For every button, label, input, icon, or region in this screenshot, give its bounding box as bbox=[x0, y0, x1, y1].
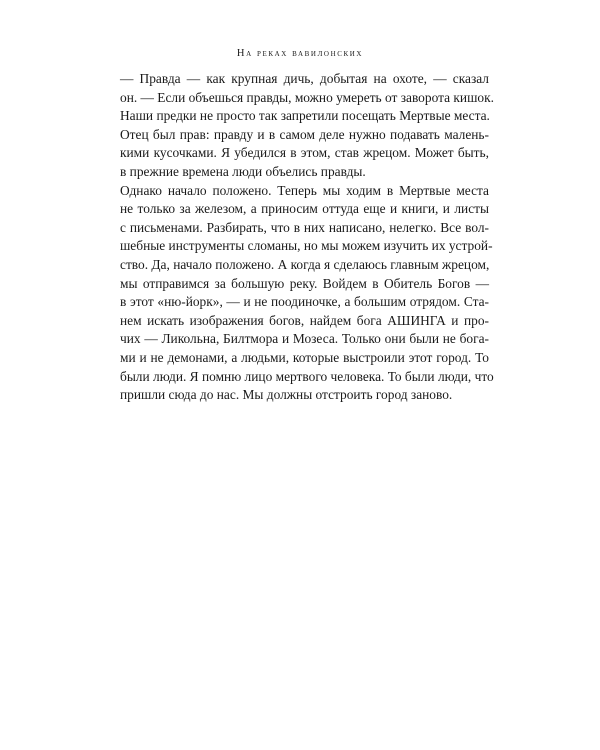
text-line: — Правда — как крупная дичь, добытая на охоте, — сказал bbox=[120, 71, 489, 86]
text-line: он. — Если объешься правды, можно умереть от заворота кишок. bbox=[120, 89, 494, 105]
text-line: Отец был прав: правду и в самом деле нужно подавать малень- bbox=[120, 126, 489, 142]
paragraph-2 bbox=[102, 126, 489, 182]
text-line: кими кусочками. Я убедился в этом, став жрецом. Может быть, bbox=[120, 145, 489, 161]
text-line: чих — Ликольна, Билтмора и Мозеса. Только они были не бога- bbox=[120, 331, 489, 347]
text-line: ство. Да, начало положено. А когда я сделаюсь главным жрецом, bbox=[120, 256, 490, 272]
running-head: На реках вавилонских bbox=[236, 48, 364, 59]
text-line: шебные инструменты сломаны, но мы можем изучить их устрой- bbox=[120, 238, 493, 254]
text-line: нем искать изображения богов, найдем бога АШИНГА и про- bbox=[120, 312, 489, 328]
text-line: Наши предки не просто так запретили посещать Мертвые места. bbox=[120, 108, 490, 124]
paragraph-1 bbox=[102, 70, 494, 126]
body-text bbox=[102, 70, 494, 405]
text-line: ми и не демонами, а людьми, которые выстроили этот город. То bbox=[120, 349, 489, 365]
text-line: пришли сюда до нас. Мы должны отстроить город заново. bbox=[120, 387, 453, 403]
text-line: были люди. Я помню лицо мертвого человека. То были люди, что bbox=[120, 368, 494, 384]
text-line: с письменами. Разбирать, что в них написано, нелегко. Все вол- bbox=[120, 219, 489, 235]
text-line: не только за железом, а приносим оттуда еще и книги, и листы bbox=[120, 201, 489, 217]
text-line: в прежние времена люди объелись правды. bbox=[120, 163, 366, 179]
text-line: Однако начало положено. Теперь мы ходим в Мертвые места bbox=[120, 182, 489, 198]
text-line: мы отправимся за большую реку. Войдем в Обитель Богов — bbox=[120, 275, 489, 291]
paragraph-3 bbox=[102, 182, 494, 405]
text-line: в этот «ню-йорк», — и не поодиночке, а большим отрядом. Ста- bbox=[120, 294, 489, 310]
